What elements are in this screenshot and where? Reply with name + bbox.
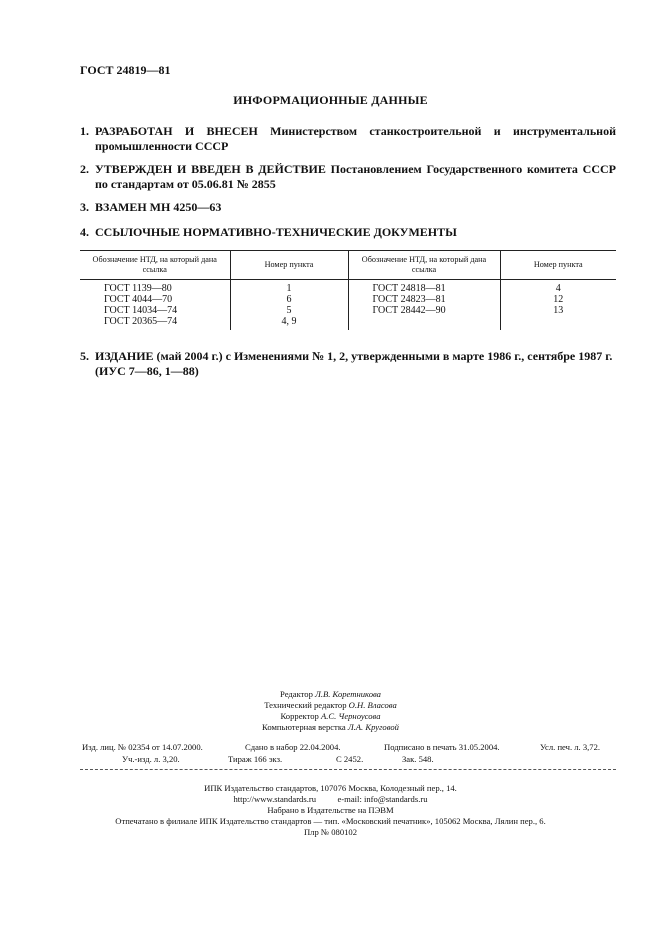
- doc-ref: ГОСТ 28442—90: [372, 305, 446, 316]
- point-ref: 4, 9: [281, 316, 297, 327]
- edition-sheets: Уч.-изд. л. 3,20.: [122, 754, 180, 764]
- doc-ref: ГОСТ 24823—81: [372, 294, 446, 305]
- item-number: 5.: [80, 349, 89, 363]
- info-item-2: [80, 162, 616, 192]
- doc-ref: ГОСТ 20365—74: [104, 316, 178, 327]
- license-info: Изд. лиц. № 02354 от 14.07.2000.: [82, 742, 203, 752]
- item-text: [95, 162, 616, 192]
- item-text: [95, 200, 616, 215]
- point-ref: 13: [553, 305, 564, 316]
- point-ref: 5: [286, 305, 292, 316]
- doc-ref: ГОСТ 24818—81: [372, 283, 446, 294]
- table-header-row: [80, 251, 616, 280]
- item-body: Постановлением Государственного комитета СССР по стандартам от 05.06.81 № 2855: [95, 162, 616, 191]
- editor-line: Редактор Л.В. Коретникова: [280, 689, 381, 699]
- doc-ref: ГОСТ 14034—74: [104, 305, 178, 316]
- typeset-date: Сдано в набор 22.04.2004.: [245, 742, 341, 752]
- point-ref: 6: [286, 294, 292, 305]
- print-sign-date: Подписано в печать 31.05.2004.: [384, 742, 500, 752]
- publisher-line: Отпечатано в филиале ИПК Издательство стандартов — тип. «Московский печатник», 105062 Москва, Лялин пер., 6.: [115, 816, 546, 826]
- publisher-line: Набрано в Издательстве на ПЭВМ: [267, 805, 394, 815]
- section-title: ИНФОРМАЦИОННЫЕ ДАННЫЕ: [233, 93, 428, 107]
- item-number: 1.: [80, 124, 89, 138]
- print-run: Тираж 166 экз.: [228, 754, 283, 764]
- item-text: [95, 225, 616, 240]
- divider: [80, 769, 616, 770]
- doc-ref: ГОСТ 4044—70: [104, 294, 173, 305]
- item-body: (май 2004 г.) с Изменениями № 1, 2, утвержденными в марте 1986 г., сентябре 1987 г. (ИУС 7—86, 1—88): [95, 349, 613, 378]
- item-caption: ВЗАМЕН МН 4250—63: [95, 200, 222, 214]
- order-code: С 2452.: [336, 754, 364, 764]
- publisher-line: ИПК Издательство стандартов, 107076 Москва, Колодезный пер., 14.: [204, 783, 457, 793]
- left-points-cell: [230, 280, 348, 331]
- print-sheets: Усл. печ. л. 3,72.: [540, 742, 601, 752]
- editor-line: Корректор А.С. Черноусова: [280, 711, 381, 721]
- column-header: Номер пункта: [230, 251, 348, 280]
- item-body: Министерством станкостроительной и инструментальной промышленности СССР: [95, 124, 617, 153]
- doc-ref: ГОСТ 1139—80: [104, 283, 172, 294]
- item-number: 2.: [80, 162, 89, 176]
- editor-line: Компьютерная верстка Л.А. Круговой: [262, 722, 399, 732]
- item-number: 3.: [80, 200, 89, 214]
- column-header: Номер пункта: [500, 251, 616, 280]
- item-caption: ИЗДАНИЕ: [95, 349, 154, 363]
- column-header: Обозначение НТД, на который дана ссылка: [348, 251, 500, 280]
- publisher-line: Плр № 080102: [303, 827, 358, 837]
- document-code: ГОСТ 24819—81: [80, 63, 171, 77]
- publisher-block: [0, 783, 661, 838]
- table-row: [80, 280, 616, 331]
- column-header: Обозначение НТД, на который дана ссылка: [80, 251, 230, 280]
- point-ref: 12: [553, 294, 564, 305]
- item-caption: УТВЕРЖДЕН И ВВЕДЕН В ДЕЙСТВИЕ: [95, 162, 326, 176]
- info-item-5: [80, 349, 616, 379]
- item-text: [95, 349, 616, 379]
- order-number: Зак. 548.: [402, 754, 434, 764]
- editors-block: [0, 689, 661, 733]
- item-text: [95, 124, 616, 154]
- editor-line: Технический редактор О.Н. Власова: [264, 700, 397, 710]
- item-caption: ССЫЛОЧНЫЕ НОРМАТИВНО-ТЕХНИЧЕСКИЕ ДОКУМЕНТЫ: [95, 225, 457, 239]
- point-ref: 1: [286, 283, 292, 294]
- info-item-1: [80, 124, 616, 154]
- info-item-3: [80, 200, 616, 215]
- publisher-line: http://www.standards.ru e-mail: info@standards.ru: [233, 794, 428, 804]
- item-number: 4.: [80, 225, 89, 239]
- item-caption: РАЗРАБОТАН И ВНЕСЕН: [95, 124, 258, 138]
- right-points-cell: [500, 280, 616, 331]
- point-ref: 4: [555, 283, 561, 294]
- right-docs-cell: [348, 280, 500, 331]
- references-table: [80, 250, 616, 330]
- left-docs-cell: [80, 280, 230, 331]
- info-item-4: [80, 225, 616, 240]
